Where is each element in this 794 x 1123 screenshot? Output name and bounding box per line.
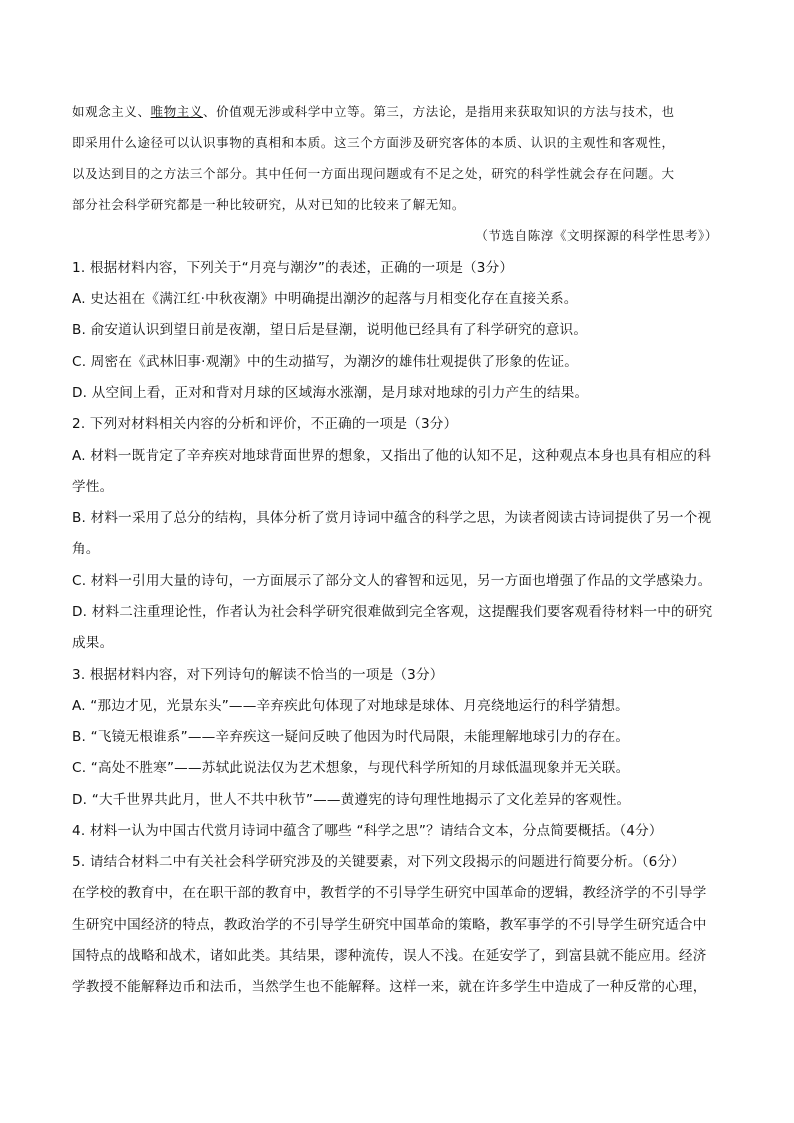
- q2-option-b-line-1: B. 材料一采用了总分的结构，具体分析了赏月诗词中蕴含的科学之思，为读者阅读古诗词提供了另一个视: [72, 510, 712, 526]
- q2-option-c: C. 材料一引用大量的诗句，一方面展示了部分文人的睿智和远见，另一方面也增强了作品的文学感染力。: [72, 573, 712, 589]
- passage-line-4: 部分社会科学研究都是一种比较研究，从对已知的比较来了解无知。: [72, 197, 466, 212]
- q5-passage-line-2: 生研究中国经济的特点，教政治学的不引导学生研究中国革命的策略，教军事学的不引导学生研究适合中: [72, 917, 707, 933]
- q4-stem: 4. 材料一认为中国古代赏月诗词中蕴含了哪些 “科学之思”？请结合文本，分点简要概括。（4分）: [72, 823, 663, 839]
- q1-option-c: C. 周密在《武林旧事·观潮》中的生动描写，为潮汐的雄伟壮观提供了形象的佐证。: [72, 354, 579, 370]
- passage-source: （节选自陈淳《文明探源的科学性思考》）: [475, 228, 718, 243]
- passage-line-2: 即采用什么途径可以认识事物的真相和本质。这三个方面涉及研究客体的本质、认识的主观性和客观性，: [72, 135, 675, 150]
- q2-stem: 2. 下列对材料相关内容的分析和评价，不正确的一项是（3分）: [72, 416, 458, 432]
- q5-stem: 5. 请结合材料二中有关社会科学研究涉及的关键要素，对下列文段揭示的问题进行简要分析。（6分）: [72, 854, 686, 870]
- q2-option-a-line-2: 学性。: [72, 479, 114, 495]
- q2-option-b-line-2: 角。: [72, 541, 100, 557]
- passage-line-1-part-c: 、价值观无涉或科学中立等。第三，方法论，是指用来获取知识的方法与技术，也: [203, 104, 675, 119]
- q1-option-b: B. 俞安道认识到望日前是夜潮，望日后是昼潮，说明他已经具有了科学研究的意识。: [72, 322, 588, 338]
- passage-underlined-term: 唯物主义: [150, 104, 204, 119]
- passage-line-1: [72, 104, 675, 120]
- passage-line-1-part-a: 如观念主义、: [72, 104, 151, 119]
- q3-option-a: A. “那边才见，光景东头”——辛弃疾此句体现了对地球是球体、月亮绕地运行的科学猜想。: [72, 698, 629, 714]
- passage-line-3: 以及达到目的之方法三个部分。其中任何一方面出现问题或有不足之处，研究的科学性就会存在问题。大: [72, 166, 675, 181]
- q5-passage-line-4: 学教授不能解释边币和法币，当然学生也不能解释。这样一来，就在许多学生中造成了一种反常的心理，: [72, 979, 707, 995]
- q5-passage-line-1: 在学校的教育中，在在职干部的教育中，教哲学的不引导学生研究中国革命的逻辑，教经济学的不引导学: [72, 885, 707, 901]
- q3-option-d: D. “大千世界共此月，世人不共中秋节”——黄遵宪的诗句理性地揭示了文化差异的客观性。: [72, 792, 631, 808]
- q2-option-d-line-1: D. 材料二注重理论性，作者认为社会科学研究很难做到完全客观，这提醒我们要客观看待材料一中的研究: [72, 604, 713, 620]
- q5-passage-line-3: 国特点的战略和战术，诸如此类。其结果，谬种流传，误人不浅。在延安学了，到富县就不能应用。经济: [72, 948, 707, 964]
- q1-option-a: A. 史达祖在《满江红·中秋夜潮》中明确提出潮汐的起落与月相变化存在直接关系。: [72, 291, 578, 307]
- q3-option-c: C. “高处不胜寒”——苏轼此说法仅为艺术想象，与现代科学所知的月球低温现象并无关联。: [72, 760, 630, 776]
- q2-option-d-line-2: 成果。: [72, 635, 114, 651]
- q3-stem: 3. 根据材料内容，对下列诗句的解读不恰当的一项是（3分）: [72, 667, 444, 683]
- q3-option-b: B. “飞镜无根谁系”——辛弃疾这一疑问反映了他因为时代局限，未能理解地球引力的存在。: [72, 729, 630, 745]
- q1-option-d: D. 从空间上看，正对和背对月球的区域海水涨潮，是月球对地球的引力产生的结果。: [72, 385, 589, 401]
- q1-stem: 1. 根据材料内容，下列关于“月亮与潮汐”的表述，正确的一项是（3分）: [72, 260, 514, 276]
- q2-option-a-line-1: A. 材料一既肯定了辛弃疾对地球背面世界的想象，又指出了他的认知不足，这种观点本身也具有相应的科: [72, 448, 712, 464]
